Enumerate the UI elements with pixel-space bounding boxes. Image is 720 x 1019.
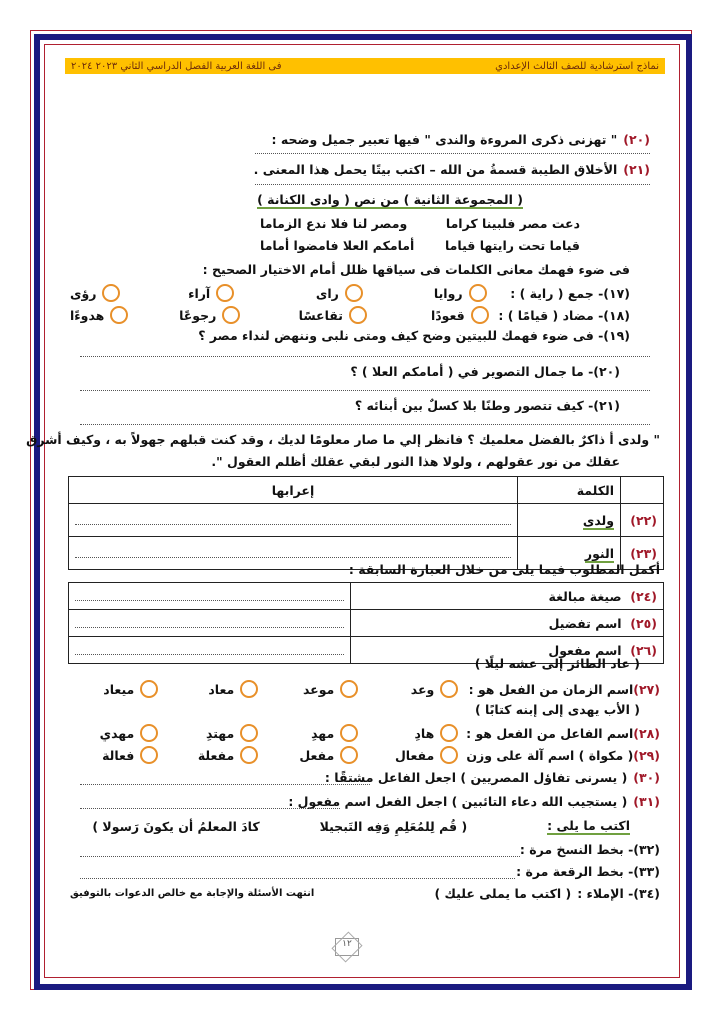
question-33: (٣٣)- بخط الرقعة مرة :	[516, 864, 660, 879]
radio-icon[interactable]	[140, 680, 158, 698]
radio-icon[interactable]	[240, 724, 258, 742]
option-28-3[interactable]: مهتدِ	[158, 724, 258, 742]
radio-icon[interactable]	[471, 306, 489, 324]
question-30: (٣٠) ( يسرنى تفاؤل المصريين ) اجعل الفاعل مشتقًا :	[324, 770, 660, 785]
radio-icon[interactable]	[140, 724, 158, 742]
passage-line-1: " ولدى أ ذاكرٌ بالفضل معلميك ؟ فانظر إلي ما صار معلومًا لديك ، وقد كنت قبلهم جهولاً به ، وكيف أشرق	[26, 432, 660, 447]
option-29-1[interactable]: مفعال	[358, 746, 458, 764]
table-row: (٢٦) اسم مفعول	[69, 637, 664, 664]
question-34: (٣٤)- الإملاء : ( اكتب ما يملى عليك )	[434, 886, 660, 901]
page-number: ١٢	[335, 938, 359, 956]
option-17-2[interactable]: راى	[234, 284, 363, 302]
question-20a: (٢٠) " تهزنى ذكرى المروءة والندى " فيها تعبير جميل وضحه :	[271, 132, 650, 147]
answer-line[interactable]	[80, 808, 340, 809]
question-18: (١٨)- مضاد ( قيامًا ) : قعودًا تقاعسًا رجوعًا هدوءًا	[70, 307, 630, 323]
option-27-1[interactable]: وعد	[358, 680, 458, 698]
group-title: ( المجموعة الثانية ) من نص ( وادى الكنانة )	[257, 192, 523, 207]
radio-icon[interactable]	[349, 306, 367, 324]
sentence-27: ( عاد الطائر إلى عشه ليلًا )	[474, 656, 640, 671]
question-19: (١٩)- فى ضوء فهمك للبيتين وضح كيف ومتى نلبى وننهض لنداء مصر ؟	[198, 328, 630, 343]
answer-cell[interactable]	[69, 504, 518, 537]
poem-line-2: قياما تحت رايتها قياما أمامكم العلا فامضوا أماما	[260, 238, 580, 253]
radio-icon[interactable]	[340, 746, 358, 764]
table-row: (٢٢) ولدى	[69, 504, 664, 537]
option-27-2[interactable]: موعد	[258, 680, 358, 698]
answer-line[interactable]	[80, 856, 520, 857]
option-28-4[interactable]: مهدي	[100, 724, 159, 742]
answer-cell[interactable]	[69, 583, 351, 610]
sentence-28: ( الأب يهدى إلى إبنه كتابًا )	[474, 702, 640, 717]
question-21b: (٢١)- كيف تتصور وطنًا بلا كسلٌ بين أبنائه ؟	[354, 398, 620, 413]
header-word: الكلمة	[518, 477, 621, 504]
table-row: (٢٤) صيغة مبالغة	[69, 583, 664, 610]
radio-icon[interactable]	[440, 746, 458, 764]
write-instruction: اكتب ما يلى : ( قُم لِلمُعَلِمِ وَفِه التَبجيلا كادَ المعلمُ أن يكونَ رَسولا )	[92, 818, 630, 834]
radio-icon[interactable]	[110, 306, 128, 324]
option-29-3[interactable]: مفعلة	[158, 746, 258, 764]
parsing-table	[68, 476, 664, 570]
exam-page	[26, 50, 670, 970]
header-parsing: إعرابها	[69, 477, 518, 504]
question-29: (٢٩) ( مكواة ) اسم آلة على وزن مفعال مفعل مفعلة فعالة	[102, 747, 660, 763]
question-27: (٢٧) اسم الزمان من الفعل هو : وعد موعد معاد ميعاد	[103, 681, 660, 697]
option-29-2[interactable]: مفعل	[258, 746, 358, 764]
question-31: (٣١) ( يستجيب الله دعاء التائبين ) اجعل الفعل اسم مفعول :	[288, 794, 660, 809]
table-row: (٢٥) اسم تفضيل	[69, 610, 664, 637]
header-bar	[65, 58, 665, 74]
question-28: (٢٨) اسم الفاعل من الفعل هو : هادِ مهدِ مهتدِ مهدي	[99, 725, 660, 741]
radio-icon[interactable]	[340, 680, 358, 698]
closing-note: انتهت الأسئلة والإجابة مع خالص الدعوات بالتوفيق	[70, 888, 315, 899]
option-18-4[interactable]: هدوءًا	[70, 306, 128, 324]
answer-line[interactable]	[80, 390, 650, 391]
question-32: (٣٢)- بخط النسخ مرة :	[519, 842, 660, 857]
question-17: (١٧)- جمع ( راية ) : روايا راى آراء رؤى	[70, 285, 630, 301]
option-29-4[interactable]: فعالة	[102, 746, 158, 764]
radio-icon[interactable]	[222, 306, 240, 324]
question-21a: (٢١) الأخلاق الطيبة قسمةُ من الله – اكتب بيتًا يحمل هذا المعنى .	[253, 162, 650, 177]
radio-icon[interactable]	[440, 724, 458, 742]
radio-icon[interactable]	[240, 746, 258, 764]
option-28-2[interactable]: مهدِ	[258, 724, 358, 742]
table-row: (٢٣) النور	[69, 537, 664, 570]
instruction-1: فى ضوء فهمك معانى الكلمات فى سياقها ظلل أمام الاختيار الصحيح :	[202, 262, 630, 277]
radio-icon[interactable]	[340, 724, 358, 742]
header-right: نماذج استرشادية للصف الثالث الإعدادي	[495, 60, 659, 72]
option-18-2[interactable]: تقاعسًا	[240, 306, 367, 324]
answer-line[interactable]	[255, 184, 650, 185]
poem-line-1: دعت مصر فلبينا كراما ومصر لنا فلا ندع الزماما	[260, 216, 580, 231]
answer-line[interactable]	[80, 784, 370, 785]
complete-table	[68, 582, 664, 664]
option-18-3[interactable]: رجوعًا	[128, 306, 240, 324]
option-17-1[interactable]: روايا	[363, 284, 487, 302]
header-left: فى اللغة العربية الفصل الدراسي الثاني ٢٠٢٣ ٢٠٢٤	[71, 60, 282, 72]
option-17-4[interactable]: رؤى	[70, 284, 120, 302]
answer-line[interactable]	[80, 424, 650, 425]
radio-icon[interactable]	[240, 680, 258, 698]
radio-icon[interactable]	[469, 284, 487, 302]
radio-icon[interactable]	[216, 284, 234, 302]
option-27-4[interactable]: ميعاد	[103, 680, 158, 698]
answer-line[interactable]	[80, 878, 515, 879]
instruction-2: أكمل المطلوب فيما يلى من خلال العبارة السابقة :	[348, 562, 660, 577]
radio-icon[interactable]	[102, 284, 120, 302]
question-20b: (٢٠)- ما جمال التصوير في ( أمامكم العلا ) ؟	[350, 364, 620, 379]
radio-icon[interactable]	[440, 680, 458, 698]
radio-icon[interactable]	[140, 746, 158, 764]
radio-icon[interactable]	[345, 284, 363, 302]
option-27-3[interactable]: معاد	[158, 680, 258, 698]
answer-cell[interactable]	[69, 610, 351, 637]
option-18-1[interactable]: قعودًا	[367, 306, 489, 324]
option-28-1[interactable]: هادِ	[358, 724, 458, 742]
answer-line[interactable]	[80, 356, 650, 357]
answer-line[interactable]	[255, 153, 650, 154]
passage-line-2: عقلك من نور عقولهم ، ولولا هذا النور لبقي عقلك أظلم العقول ".	[211, 454, 620, 469]
option-17-3[interactable]: آراء	[120, 284, 234, 302]
